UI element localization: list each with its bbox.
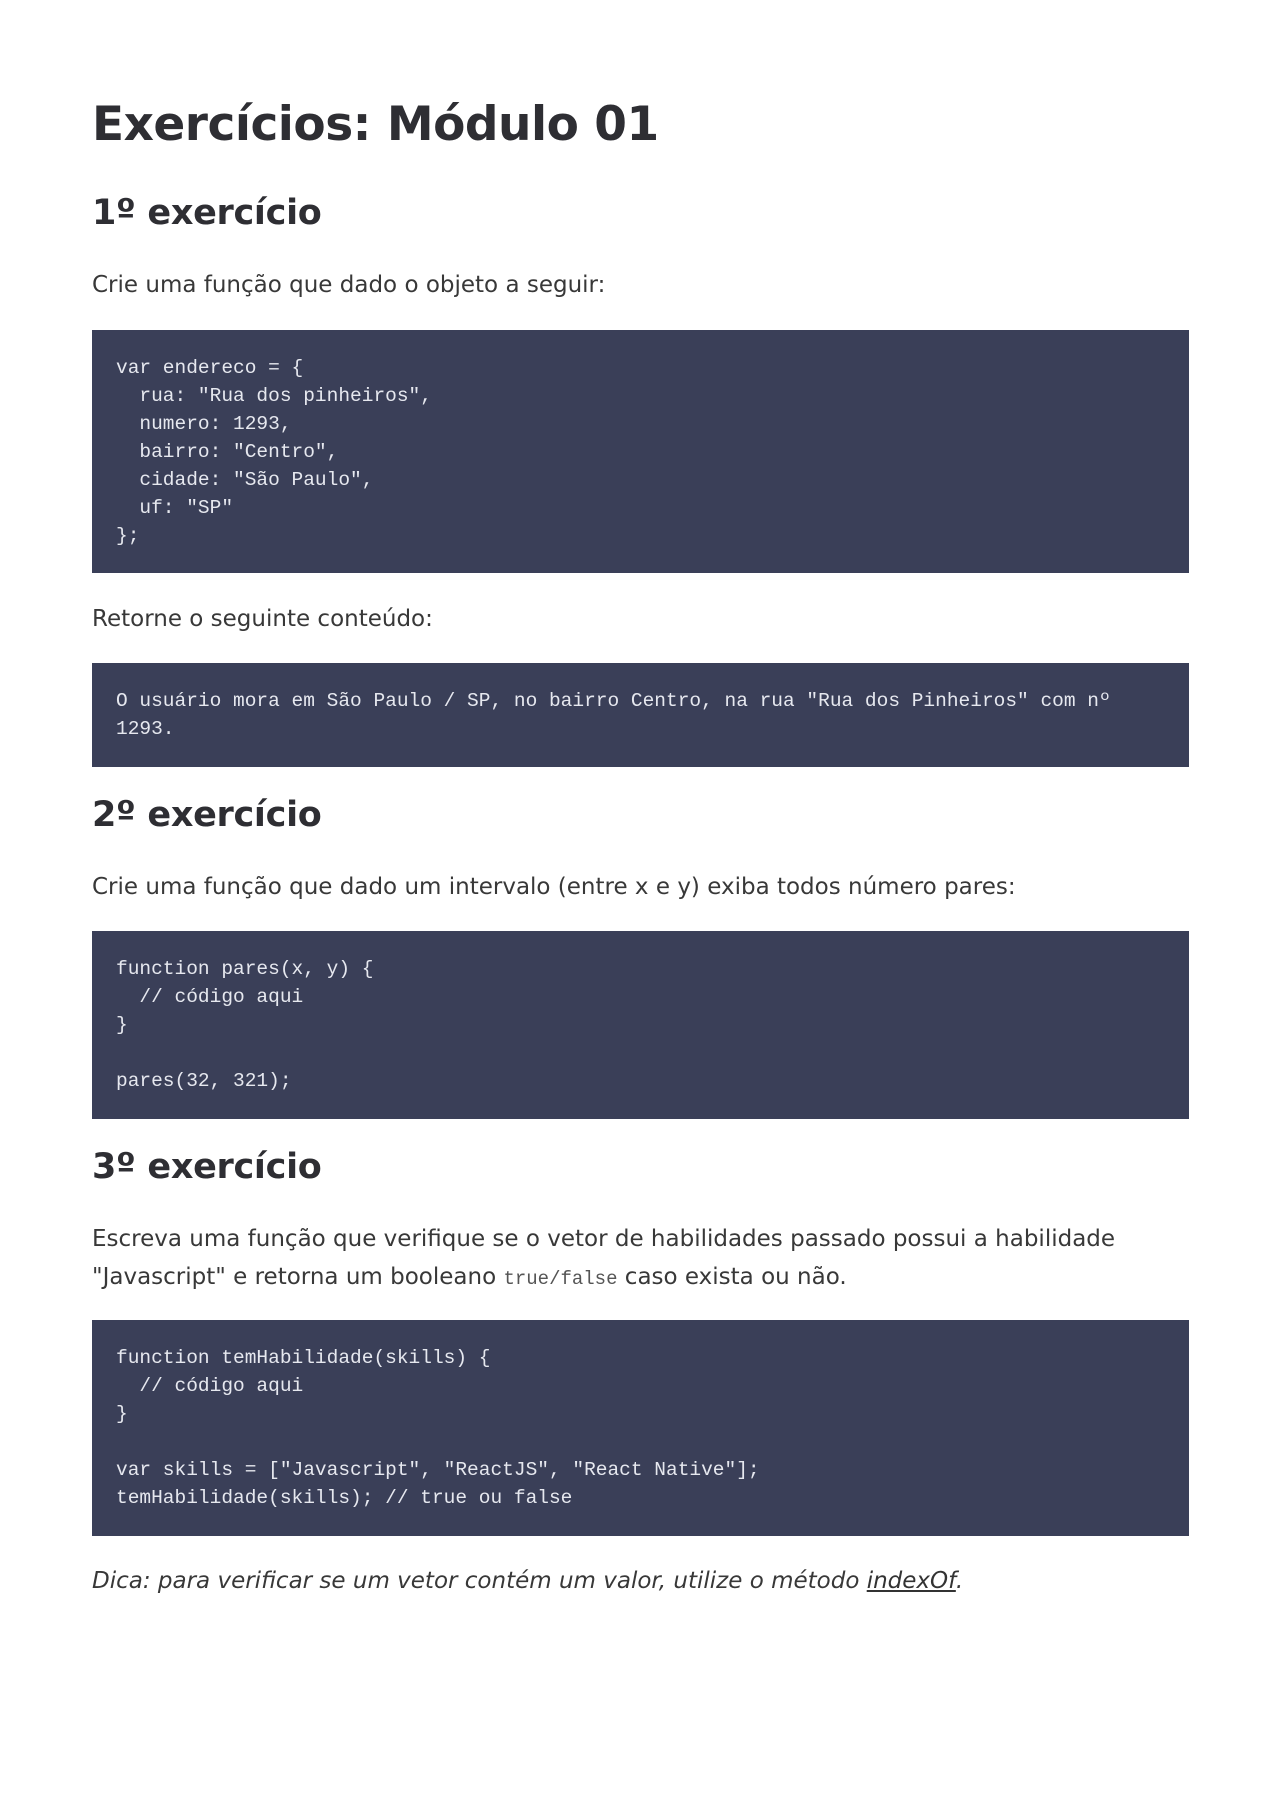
exercise-1-output: O usuário mora em São Paulo / SP, no bairro Centro, na rua "Rua dos Pinheiros" com nº 1293. bbox=[116, 690, 1123, 740]
exercise-1-intro: Crie uma função que dado o objeto a seguir: bbox=[92, 272, 606, 298]
tip-text: Dica: para verificar se um vetor contém um valor, utilize o método bbox=[92, 1568, 867, 1594]
exercise-1-output-block bbox=[92, 663, 1189, 767]
exercise-3-intro bbox=[92, 1220, 1189, 1298]
tip-end: . bbox=[955, 1568, 964, 1594]
exercise-3-intro-text: Escreva uma função que verifique se o vetor de habilidades passado possui a habilidade "Javascript" e retorna um booleano bbox=[92, 1226, 1116, 1290]
exercise-3-tip bbox=[92, 1562, 1189, 1600]
exercise-3-heading: 3º exercício bbox=[92, 1147, 322, 1187]
page-title: Exercícios: Módulo 01 bbox=[92, 97, 659, 152]
exercise-2-intro: Crie uma função que dado um intervalo (entre x e y) exiba todos número pares: bbox=[92, 874, 1016, 900]
exercise-1-code-block bbox=[92, 330, 1189, 573]
exercise-2-code: function pares(x, y) { // código aqui } pares(32, 321); bbox=[116, 958, 374, 1092]
exercise-1-heading: 1º exercício bbox=[92, 193, 322, 233]
exercise-2-heading: 2º exercício bbox=[92, 795, 322, 835]
exercise-1-code: var endereco = { rua: "Rua dos pinheiros", numero: 1293, bairro: "Centro", cidade: "São Paulo", uf: "SP" }; bbox=[116, 357, 432, 547]
exercise-2-code-block bbox=[92, 931, 1189, 1119]
exercise-3-inline-code: true/false bbox=[503, 1268, 618, 1290]
exercise-3-code: function temHabilidade(skills) { // código aqui } var skills = ["Javascript", "ReactJS", "React Native"]; temHabilidade(skills); // true ou false bbox=[116, 1347, 760, 1509]
exercise-3-intro-end: caso exista ou não. bbox=[617, 1264, 847, 1290]
exercise-3-code-block bbox=[92, 1320, 1189, 1536]
indexof-link[interactable]: indexOf bbox=[866, 1568, 956, 1594]
exercise-1-return-label: Retorne o seguinte conteúdo: bbox=[92, 606, 433, 632]
